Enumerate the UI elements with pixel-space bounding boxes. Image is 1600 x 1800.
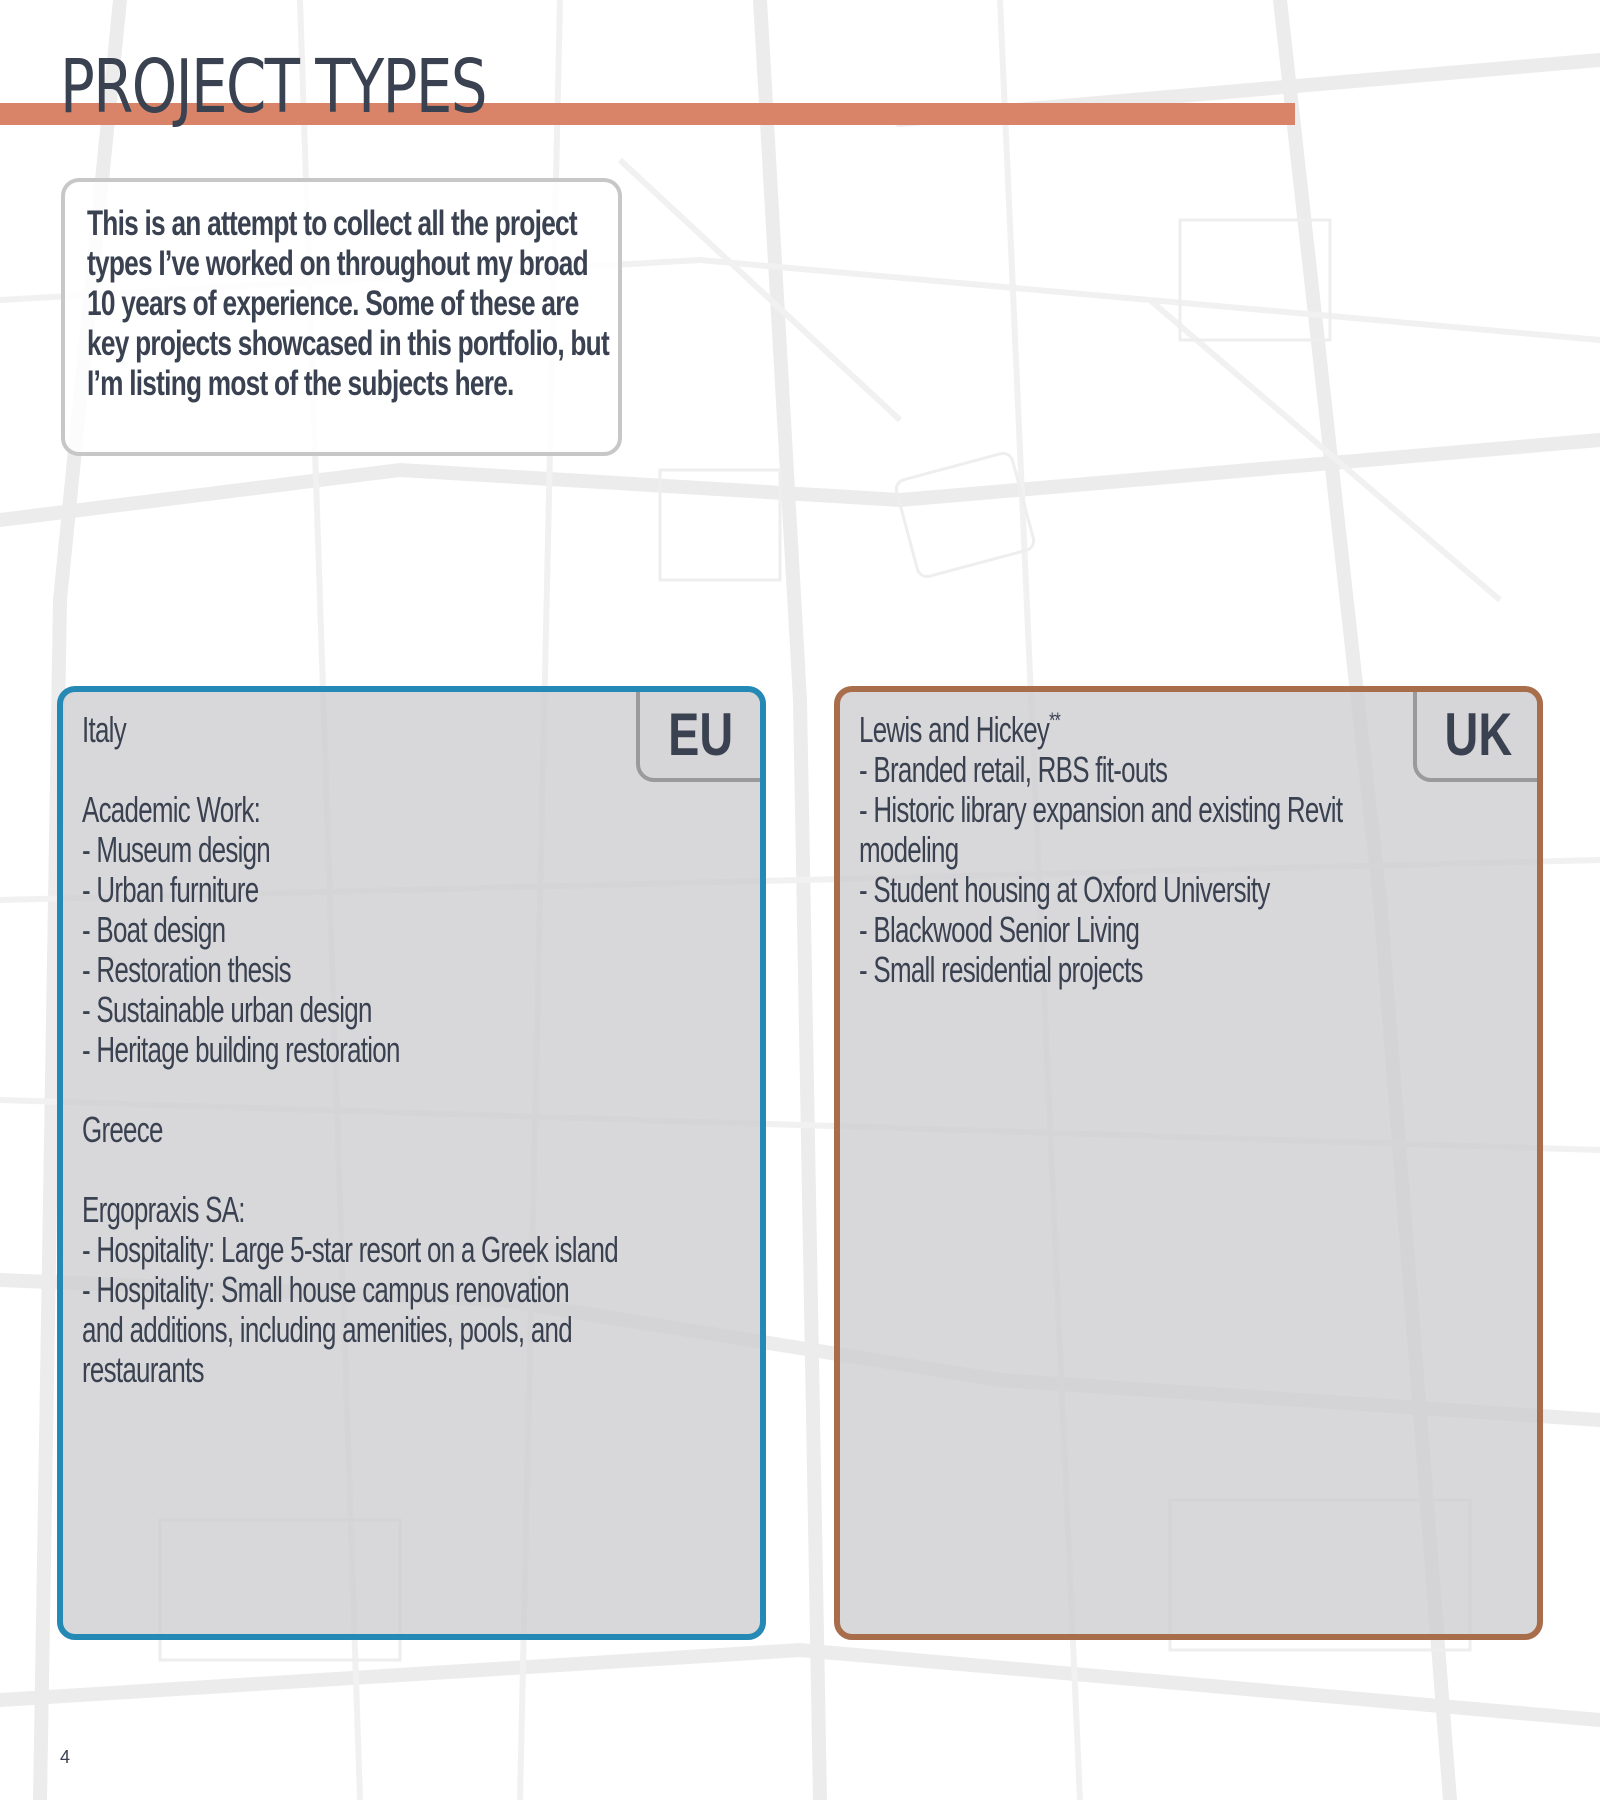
- list-spacer: [82, 1150, 730, 1190]
- list-item: - Urban furniture: [82, 869, 259, 910]
- uk-region-card: [834, 686, 1543, 1640]
- list-item: - Hospitality: Small house campus renovation: [82, 1269, 569, 1310]
- list-item: - Hospitality: Large 5-star resort on a Greek island: [82, 1229, 618, 1270]
- eu-region-tag: [636, 686, 766, 782]
- list-item: - Small residential projects: [859, 949, 1143, 990]
- firm-name-text: Lewis and Hickey: [859, 709, 1050, 750]
- uk-project-list: [859, 710, 1507, 990]
- list-item: modeling: [859, 829, 959, 870]
- list-item: Italy: [82, 709, 126, 750]
- firm-name: [859, 710, 1507, 750]
- list-item: - Heritage building restoration: [82, 1029, 400, 1070]
- eu-region-card: [57, 686, 766, 1640]
- intro-text: This is an attempt to collect all the project types I’ve worked on throughout my broad 10 years of experience. Some of these are key projects showcased in this portfolio, but I’m listing most of the subjects here.: [87, 204, 609, 403]
- list-spacer: [82, 750, 730, 790]
- list-item: - Restoration thesis: [82, 949, 291, 990]
- list-item: - Museum design: [82, 829, 271, 870]
- list-item: - Historic library expansion and existing Revit: [859, 789, 1343, 830]
- uk-tag-label: UK: [1444, 700, 1512, 768]
- page-number: 4: [60, 1747, 71, 1767]
- list-item: Greece: [82, 1109, 163, 1150]
- list-spacer: [82, 1070, 730, 1110]
- uk-region-tag: [1413, 686, 1543, 782]
- list-item: and additions, including amenities, pools, and: [82, 1309, 572, 1350]
- eu-project-list: [82, 710, 730, 1390]
- list-item: restaurants: [82, 1349, 204, 1390]
- list-item: Academic Work:: [82, 789, 261, 830]
- list-item: - Boat design: [82, 909, 226, 950]
- list-item: Ergopraxis SA:: [82, 1189, 245, 1230]
- list-item: - Sustainable urban design: [82, 989, 372, 1030]
- firm-footnote-mark: **: [1049, 708, 1061, 733]
- eu-tag-label: EU: [668, 700, 734, 768]
- list-item: - Branded retail, RBS fit-outs: [859, 749, 1168, 790]
- list-item: - Student housing at Oxford University: [859, 869, 1270, 910]
- list-item: - Blackwood Senior Living: [859, 909, 1140, 950]
- page-title: PROJECT TYPES: [60, 44, 486, 130]
- intro-box: [61, 178, 622, 456]
